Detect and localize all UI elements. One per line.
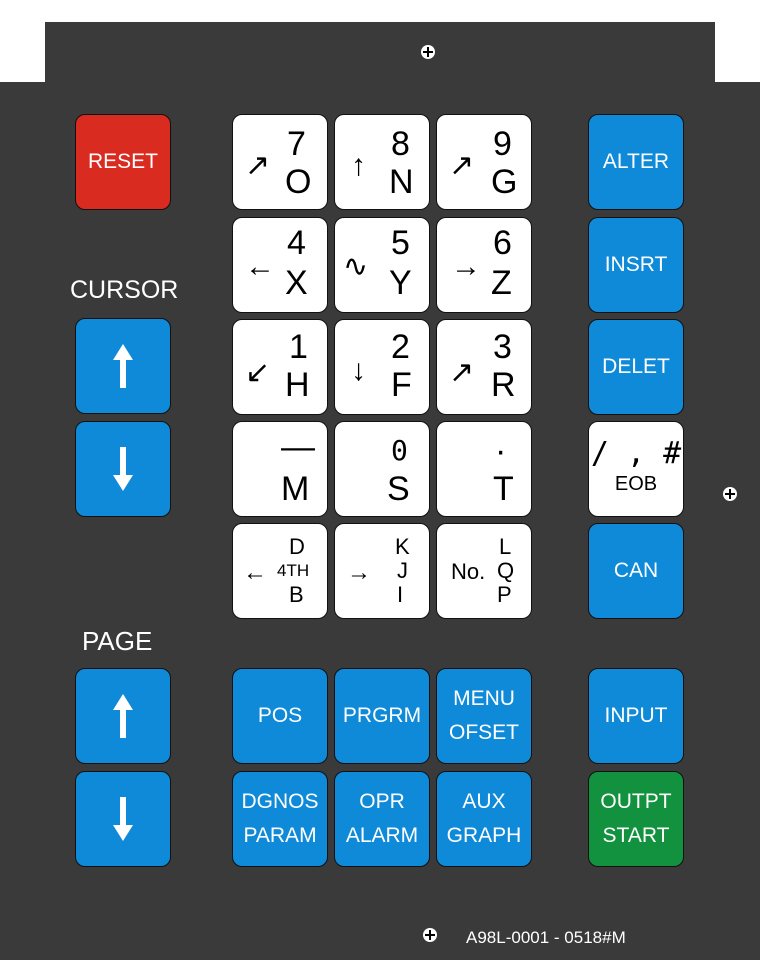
key-number: 5	[391, 224, 410, 262]
screw-icon	[723, 487, 737, 501]
arrow-up-icon: ↑	[351, 149, 366, 182]
key-letter: G	[491, 163, 518, 201]
input-button[interactable]	[588, 668, 684, 764]
key-letter: N	[389, 163, 414, 201]
input-label: INPUT	[604, 704, 668, 727]
arrow-down-icon: ↓	[351, 354, 366, 387]
arrow-up-icon	[113, 344, 133, 388]
arrow-up-icon	[113, 694, 133, 738]
key-letter-bottom: I	[397, 582, 404, 607]
arrow-left-icon: ←	[243, 559, 267, 586]
reset-button[interactable]	[75, 114, 171, 210]
operator-alarm-button[interactable]	[334, 771, 430, 867]
key-letter-bottom: B	[289, 582, 304, 607]
key-letter: M	[281, 470, 310, 508]
key-no-l-q-p[interactable]	[436, 523, 532, 619]
alter-button[interactable]	[588, 114, 684, 210]
program-button[interactable]	[334, 668, 430, 764]
delete-label: DELET	[602, 355, 670, 378]
aux-label: AUX	[462, 790, 506, 813]
key-k-j-i[interactable]	[334, 523, 430, 619]
key-letter-bottom: P	[497, 582, 512, 607]
cursor-up-button[interactable]	[75, 318, 171, 414]
key-dot-t[interactable]	[436, 421, 532, 517]
arrow-down-icon	[113, 797, 133, 841]
key-6-z[interactable]	[436, 217, 532, 313]
key-number: 9	[493, 125, 512, 163]
key-letter: F	[391, 366, 412, 404]
operator-label: OPR	[359, 790, 405, 813]
cancel-label: CAN	[613, 559, 659, 582]
arrow-down-left-icon: ↙	[245, 356, 271, 389]
key-8-n[interactable]	[334, 114, 430, 210]
key-letter: Y	[389, 264, 412, 302]
key-2-f[interactable]	[334, 319, 430, 415]
program-label: PRGRM	[342, 704, 422, 727]
key-4-x[interactable]	[232, 217, 328, 313]
key-letter-top: K	[395, 534, 410, 559]
key-letter: T	[493, 470, 514, 508]
cursor-down-button[interactable]	[75, 421, 171, 517]
param-label: PARAM	[243, 824, 317, 847]
key-letter-mid: Q	[497, 558, 515, 583]
key-letter-mid: J	[397, 558, 408, 583]
key-letter-top: D	[289, 534, 305, 559]
cancel-button[interactable]	[588, 523, 684, 619]
menu-label: MENU	[453, 687, 515, 710]
output-label: OUTPT	[600, 790, 672, 813]
key-number: 2	[391, 328, 410, 366]
alter-label: ALTER	[602, 150, 670, 173]
eob-button[interactable]	[588, 421, 684, 517]
alarm-label: ALARM	[345, 824, 419, 847]
key-5-y[interactable]	[334, 217, 430, 313]
arrow-up-right-curved-icon: ↗	[245, 149, 271, 182]
pos-button[interactable]	[232, 668, 328, 764]
key-symbol: ·	[495, 432, 507, 470]
key-letter: O	[285, 163, 312, 201]
insert-label: INSRT	[604, 253, 668, 276]
arrow-up-right-icon: ↗	[449, 149, 475, 182]
arrow-left-icon: ←	[245, 250, 275, 283]
arrow-right-icon: →	[451, 250, 481, 283]
part-number: A98L-0001 - 0518#M	[466, 928, 626, 947]
graph-label: GRAPH	[446, 824, 522, 847]
insert-button[interactable]	[588, 217, 684, 313]
key-minus-m[interactable]	[232, 421, 328, 517]
key-number: 3	[493, 328, 512, 366]
key-d-4th-b[interactable]	[232, 523, 328, 619]
key-letter-top: L	[499, 534, 512, 559]
arrow-right-icon: →	[347, 559, 371, 586]
eob-label: EOB	[614, 473, 658, 495]
diagnosis-label: DGNOS	[241, 790, 319, 813]
cursor-label: CURSOR	[70, 276, 179, 304]
output-start-button[interactable]	[588, 771, 684, 867]
key-number: 4	[287, 224, 306, 262]
start-label: START	[602, 824, 670, 847]
zigzag-icon: ∿	[343, 250, 369, 283]
key-letter: X	[285, 264, 308, 302]
key-letter: H	[285, 366, 310, 404]
page-up-button[interactable]	[75, 668, 171, 764]
reset-label: RESET	[87, 150, 158, 173]
key-9-g[interactable]	[436, 114, 532, 210]
arrow-up-right-icon: ↗	[449, 356, 475, 389]
eob-symbols: / , #	[590, 436, 682, 471]
delete-button[interactable]	[588, 319, 684, 415]
diagnosis-param-button[interactable]	[232, 771, 328, 867]
key-prefix: No.	[451, 559, 486, 584]
key-number: 1	[289, 328, 308, 366]
key-3-r[interactable]	[436, 319, 532, 415]
arrow-down-icon	[113, 447, 133, 491]
key-number: 0	[391, 434, 408, 467]
key-zero-s[interactable]	[334, 421, 430, 517]
pos-label: POS	[257, 704, 303, 727]
screw-icon	[421, 45, 435, 59]
key-number: 8	[391, 125, 410, 163]
page-label: PAGE	[82, 626, 153, 656]
offset-label: OFSET	[448, 721, 519, 744]
key-letter-mid: 4TH	[277, 561, 310, 580]
screw-icon	[423, 928, 437, 942]
key-letter: Z	[491, 264, 512, 302]
page-down-button[interactable]	[75, 771, 171, 867]
key-symbol: —	[281, 428, 315, 466]
key-1-h[interactable]	[232, 319, 328, 415]
key-7-o[interactable]	[232, 114, 328, 210]
key-number: 7	[287, 125, 306, 163]
key-letter: R	[491, 366, 516, 404]
aux-graph-button[interactable]	[436, 771, 532, 867]
key-letter: S	[387, 470, 410, 508]
menu-offset-button[interactable]	[436, 668, 532, 764]
key-number: 6	[493, 224, 512, 262]
